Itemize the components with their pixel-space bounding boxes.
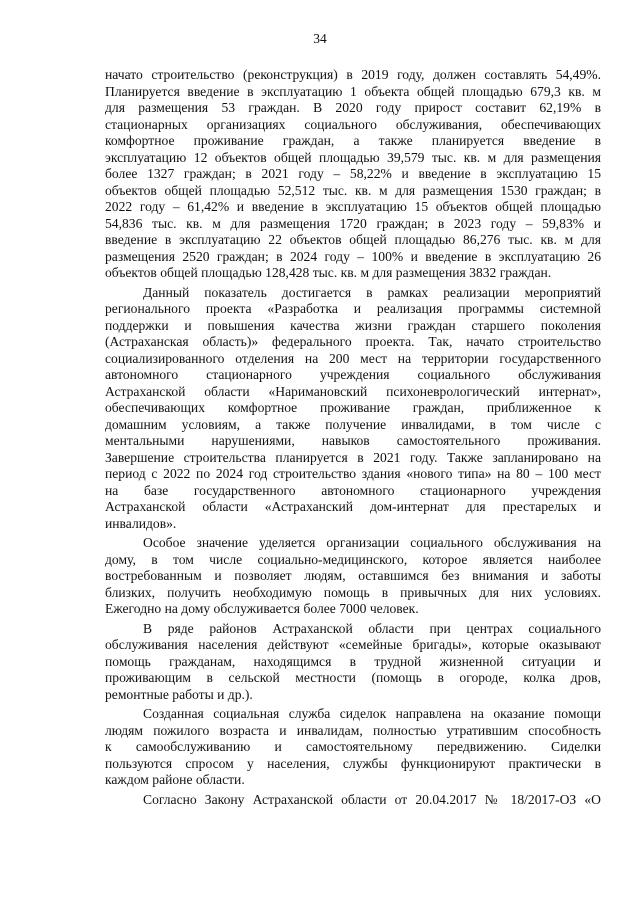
text-line: Согласно Закону Астраханской области от 20.04.2017 № 18/2017-ОЗ «О [143, 791, 601, 807]
text-line: объектов общей площадью 52,512 тыс. кв. м для размещения 1530 граждан; в [105, 182, 601, 198]
text-line: комфортное проживание граждан, а также планируется введение в [105, 133, 601, 148]
text-line: автономного стационарного учреждения социального обслуживания [105, 367, 601, 382]
text-line: (Астраханская область)» федерального проекта. Так, начато строительство [105, 334, 601, 349]
text-line: людям пожилого возраста и инвалидам, полностью утратившим способность [105, 722, 601, 738]
text-line: пользуются спросом у населения, службы функционируют практически в [105, 755, 601, 771]
text-line: Особое значение уделяется организации социального обслуживания на [143, 535, 601, 550]
page-number: 34 [313, 31, 327, 46]
text-line: социализированного отделения на 200 мест на территории государственного [105, 350, 601, 366]
text-line: введение в эксплуатацию 22 объектов общей площадью 86,276 тыс. кв. м для [105, 232, 601, 247]
text-line: помощь гражданам, находящимся в трудной жизненной ситуации и [105, 653, 601, 669]
text-line: размещения 2520 граждан; в 2024 году – 100% и введение в эксплуатацию 26 [105, 248, 601, 264]
text-line: 2022 году – 61,42% и введение в эксплуатацию 15 объектов общей площадью [105, 199, 601, 214]
text-line: поддержки и повышения качества жизни граждан старшего поколения [105, 317, 601, 333]
text-line: Данный показатель достигается в рамках реализации мероприятий [143, 284, 601, 300]
text-line: востребованным и позволяет людям, оставшимся без внимания и заботы [105, 568, 601, 583]
paragraph [105, 621, 601, 704]
text-line: начато строительство (реконструкция) в 2019 году, должен составлять 54,49%. [105, 67, 601, 82]
text-line: более 1327 граждан; в 2021 году – 58,22% и введение в эксплуатацию 15 [105, 166, 601, 181]
text-line: дому, в том числе социально-медицинского, которое является наиболее [105, 551, 601, 567]
text-line: стационарных организациях социального обслуживания, обеспечивающих [105, 116, 601, 132]
text-line: на базе государственного автономного стационарного учреждения [105, 482, 601, 498]
text-line: инвалидов». [105, 515, 177, 531]
text-line: Созданная социальная служба сиделок направлена на оказание помощи [143, 706, 601, 721]
text-line: близких, получить необходимую помощь в привычных для них условиях. [105, 584, 601, 600]
text-line: 54,836 тыс. кв. м для размещения 1720 граждан; в 2023 году – 59,83% и [105, 215, 601, 231]
text-line: к самообслуживанию и самостоятельному передвижению. Сиделки [105, 739, 601, 754]
text-line: регионального проекта «Разработка и реализация программы системной [105, 301, 601, 316]
text-line: Планируется введение в эксплуатацию 1 объекта общей площадью 679,3 кв. м [105, 83, 601, 99]
text-line: Ежегодно на дому обслуживается более 7000 человек. [105, 601, 419, 616]
document-body [105, 67, 601, 811]
text-line: для размещения 53 граждан. В 2020 году прирост составит 62,19% в [105, 100, 601, 115]
text-line: Завершение строительства планируется в 2021 году. Также запланировано на [105, 449, 601, 465]
paragraph [105, 285, 601, 533]
text-line: каждом районе области. [105, 772, 245, 787]
text-line: объектов общей площадью 128,428 тыс. кв. м для размещения 3832 граждан. [105, 265, 552, 280]
text-line: обеспечивающих комфортное проживание граждан, приближенное к [105, 400, 601, 415]
paragraph [105, 706, 601, 789]
text-line: ремонтные работы и др.). [105, 686, 253, 702]
text-line: период с 2022 по 2024 год строительство здания «нового типа» на 80 – 100 мест [105, 466, 601, 481]
paragraph [105, 792, 601, 809]
text-line: проживающим в сельской местности (помощь в огороде, колка дров, [105, 670, 601, 685]
text-line: эксплуатацию 12 объектов общей площадью 39,579 тыс. кв. м для размещения [105, 149, 601, 165]
paragraph [105, 535, 601, 618]
paragraph [105, 67, 601, 282]
text-line: В ряде районов Астраханской области при центрах социального [143, 620, 601, 636]
text-line: Астраханской области «Наримановский психоневрологический интернат», [105, 383, 601, 399]
text-line: ментальными нарушениями, навыков самостоятельного проживания. [105, 433, 601, 448]
text-line: обслуживания населения действуют «семейные бригады», которые оказывают [105, 637, 601, 652]
text-line: домашним условиям, а также получение инвалидами, в том числе с [105, 416, 601, 432]
text-line: Астраханской области «Астраханский дом-интернат для престарелых и [105, 499, 601, 514]
